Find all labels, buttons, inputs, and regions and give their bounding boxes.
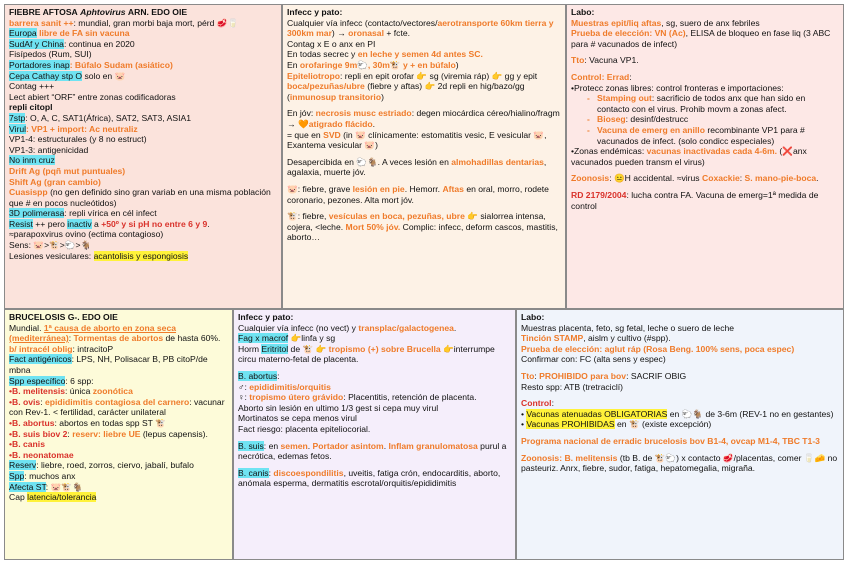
fmd-path-line: 🐷: fiebre, grave lesión en pie. Hemorr. Aftas en oral, morro, rodete coronario, pezones. Alta mort jóv. bbox=[287, 183, 549, 205]
fmd-path-title: Infecc y pato: bbox=[287, 7, 343, 17]
bru-line: Fact antigénicos: LPS, NH, Polisacar B, PB citoP/de mbna bbox=[9, 354, 208, 375]
fmd-line: VP1-4: estructurales (y 8 no estruct) bbox=[9, 134, 147, 145]
bru-lab-line: Tinción STAMP, aislm y cultivo (#spp). bbox=[521, 333, 671, 344]
fmd-line: Portadores inap: Búfalo Sudam (asiático) bbox=[9, 59, 173, 70]
bru-path-line: B. canis: discoespondilitis, uveitis, fatiga crón, endocarditis, aborto, anómala esperma, dermatitis escrotal/orquitis/epididimitis bbox=[238, 467, 501, 489]
fmd-line: Cepa Cathay stp O solo en 🐷 bbox=[9, 70, 126, 81]
bru-lab-line: • Vacunas PROHIBIDAS en 🐮 (existe excepción) bbox=[521, 419, 712, 430]
bru-line: •B. melitensis: única zoonótica bbox=[9, 386, 133, 397]
fmd-line: Lect abiert “ORF” entre zonas codificadoras bbox=[9, 91, 176, 102]
bru-line: •B. abortus: abortos en todas spp ST 🐮 bbox=[9, 417, 166, 428]
fmd-path-line: Epiteliotropo: repli en epit orofar 👉 sg (viremia ráp) 👉 gg y epit boca/pezuñas/ubre (fiebre y aftas) 👉 2d repli en hig/bazo/gg (inmunosup transitorio) bbox=[287, 70, 538, 102]
fmd-line: Europa libre de FA sin vacuna bbox=[9, 28, 130, 39]
bru-lab-line: Control: bbox=[521, 398, 554, 409]
bru-line: Reserv: liebre, roed, zorros, ciervo, jabalí, bufalo bbox=[9, 460, 194, 471]
fmd-lab-line: Zoonosis: 😐H accidental. ≈virus Coxackie: S. mano-pie-boca. bbox=[571, 173, 819, 184]
bru-line: Spp específico: 6 spp: bbox=[9, 375, 94, 386]
fmd-lab-cell bbox=[566, 4, 844, 309]
bru-lab-line: Programa nacional de erradic brucelosis bov B1-4, ovcap M1-4, TBC T1-3 bbox=[521, 435, 820, 446]
bru-line: •B. canis bbox=[9, 439, 45, 450]
bru-path-line: Aborto sin lesión en ultimo 1/3 gest si cepa muy virul bbox=[238, 402, 439, 413]
bru-path-line: Horm Eritritol de 🐮 👉 tropismo (+) sobre Brucella 👉interrumpe circu materno-fetal de placenta. bbox=[238, 343, 495, 365]
bru-line: Mundial. 1ª causa de aborto en zona seca (mediterránea): Tormentas de abortos de hasta 60%. bbox=[9, 322, 221, 344]
fmd-lab-line: •Protecc zonas libres: control fronteras e importaciones: bbox=[571, 82, 784, 93]
fmd-lab-line: Tto: Vacuna VP1. bbox=[571, 55, 639, 66]
control-item: - Stamping out: sacrificio de todos anx que han sido en contacto con el virus. Prohib movm a zonas afect. bbox=[597, 93, 839, 114]
fmd-pathogenesis-cell bbox=[282, 4, 566, 309]
bru-line: Cap latencia/tolerancia bbox=[9, 492, 97, 503]
fmd-path-line: Desapercibida en 🐑🐐. A veces lesión en almohadillas dentarias, agalaxia, muerte jóv. bbox=[287, 156, 547, 178]
fmd-line: VP1-3: antigenicidad bbox=[9, 144, 89, 155]
fmd-line: Shift Ag (gran cambio) bbox=[9, 176, 101, 187]
fmd-lab-line: Muestras epit/liq aftas, sg, suero de anx febriles bbox=[571, 17, 760, 28]
fmd-lab-line: •Zonas endémicas: vacunas inactivadas cada 4-6m. (❌anx vacunados pueden transm el virus) bbox=[571, 146, 807, 167]
bru-line: •B. neonatomae bbox=[9, 449, 74, 460]
bru-lab-line: • Vacunas atenuadas OBLIGATORIAS en 🐑🐐 de 3-6m (REV-1 no en gestantes) bbox=[521, 408, 834, 419]
bru-line: •B. ovis: epididimitis contagiosa del carnero: vacunar con Rev-1. < fertilidad, carácter unilateral bbox=[9, 396, 225, 418]
control-list bbox=[571, 93, 839, 146]
fmd-lab-line: Prueba de elección: VN (Ac), ELISA de bloqueo en fase liq (3 ABC para # vacunados de infect) bbox=[571, 28, 831, 49]
fmd-line: Contag +++ bbox=[9, 81, 55, 92]
fmd-line: Resist ++ pero inactiv a +50º y si pH no entre 6 y 9. bbox=[9, 218, 210, 229]
bru-path-line: ♂: epididimitis/orquitis bbox=[238, 381, 331, 392]
summary-grid bbox=[4, 4, 844, 560]
fmd-line: SudAf y China: continua en 2020 bbox=[9, 38, 135, 49]
fmd-line: No inm cruz bbox=[9, 155, 55, 166]
fmd-line: ≈parapoxvirus ovino (ectima contagioso) bbox=[9, 229, 164, 240]
bru-path-line: Cualquier vía infecc (no vect) y transplac/galactogenea. bbox=[238, 322, 457, 333]
brucellosis-general-cell bbox=[4, 309, 233, 560]
fmd-line: Cuasispp (no gen definido sino gran variab en una misma población que # en pocos nucleótidos) bbox=[9, 187, 271, 208]
fmd-path-line: = que en SVD (in 🐷 clínicamente: estomatitis vesic, E vesicular 🐷, Exantema vesicular 🐷) bbox=[287, 129, 547, 151]
bru-lab-line: Confirmar con: FC (alta sens y espec) bbox=[521, 354, 666, 365]
bru-path-line: B. suis: en semen. Portador asintom. Inflam granulomatosa purul a necrótica, edemas fetos. bbox=[238, 440, 507, 462]
fmd-line: Drift Ag (pqñ mut puntuales) bbox=[9, 165, 126, 176]
fmd-path-line: En orofaringe 9m🐑, 30m🐮 y + en búfalo) bbox=[287, 59, 459, 70]
bru-lab-line: Tto: PROHIBIDO para bov: SACRIF OBIG bbox=[521, 370, 687, 381]
bru-path-line: B. abortus: bbox=[238, 370, 280, 381]
bru-lab-line: Zoonosis: B. melitensis (tb B. de 🐮🐑) x contacto 🥩/placentas, comer 🥛🧀 no pasteuriz. Anrx, fiebre, sudor, fatiga, hepatomegalia, migraña. bbox=[521, 452, 838, 474]
fmd-lab-line: RD 2179/2004: lucha contra FA. Vacuna de emerg=1ª medida de control bbox=[571, 189, 819, 211]
bru-line: b/ intracél oblig: intracitoP bbox=[9, 343, 114, 354]
fmd-path-line: En todas secrec y en leche y semen 4d antes SC. bbox=[287, 49, 483, 60]
fmd-line: Sens: 🐷>🐮>🐑>🐐 bbox=[9, 240, 92, 251]
fmd-path-line: Contag x E o anx en PI bbox=[287, 38, 376, 49]
fmd-title: FIEBRE AFTOSA Aphtovirus ARN. EDO OIE bbox=[9, 7, 188, 17]
bru-path-line: ♀: tropismo útero grávido: Placentitis, retención de placenta. bbox=[238, 392, 477, 403]
fmd-path-line: En jóv: necrosis musc estriado: degen miocárdica céreo/hialino/fragm → 🧡atigrado flácido. bbox=[287, 108, 560, 129]
bru-lab-title: Labo: bbox=[521, 312, 545, 322]
brucellosis-lab-cell bbox=[516, 309, 844, 560]
bru-lab-line: Prueba de elección: aglut ráp (Rosa Beng. 100% sens, poca espec) bbox=[521, 343, 795, 354]
fmd-lab-line: Control: Errad: bbox=[571, 71, 632, 82]
bru-line: Spp: muchos anx bbox=[9, 470, 76, 481]
fmd-line: Fisípedos (Rum, SUI) bbox=[9, 49, 92, 60]
fmd-line: Lesiones vesiculares: acantolisis y espongiosis bbox=[9, 250, 189, 261]
bru-title: BRUCELOSIS G-. EDO OIE bbox=[9, 312, 118, 322]
bru-line: Afecta ST: 🐷🐮🐐 bbox=[9, 481, 83, 492]
fmd-path-line: Cualquier vía infecc (contacto/vectores/aerotransporte 60km tierra y 300km mar) → oronasal + fcte. bbox=[287, 17, 554, 39]
fmd-general-cell bbox=[4, 4, 282, 309]
fmd-line: repli citopl bbox=[9, 102, 53, 113]
bru-lab-line: Resto spp: ATB (tretraciclí) bbox=[521, 381, 624, 392]
fmd-lab-title: Labo: bbox=[571, 7, 595, 17]
bru-line: •B. suis biov 2: reserv: liebre UE (lepus capensis). bbox=[9, 428, 208, 439]
fmd-line: 7stp: O, A, C, SAT1(África), SAT2, SAT3, ASIA1 bbox=[9, 112, 191, 123]
control-item: - Vacuna de emerg en anillo recombinante VP1 para # vacunados de infect. (solo condicc especiales) bbox=[597, 125, 839, 146]
bru-path-title: Infecc y pato: bbox=[238, 312, 294, 322]
bru-path-line: Mortinatos se cepa menos virul bbox=[238, 413, 357, 424]
brucellosis-pathogenesis-cell bbox=[233, 309, 516, 560]
control-item: - Bioseg: desinf/destrucc bbox=[597, 114, 839, 125]
fmd-path-line: 🐮: fiebre, vesículas en boca, pezuñas, ubre 👉 sialorrea intensa, cojera, <leche. Mort 50% jóv. Complic: infecc, deform cascos, mastitis, aborto… bbox=[287, 211, 558, 243]
bru-lab-line: Muestras placenta, feto, sg fetal, leche o suero de leche bbox=[521, 322, 735, 333]
fmd-line: barrera sanit ++: mundial, gran morbi baja mort, pérd 🥩🥛 bbox=[9, 17, 239, 28]
fmd-line: 3D polimerasa: repli vírica en cél infect bbox=[9, 208, 157, 219]
bru-path-line: Fag x macrof 👉linfa y sg bbox=[238, 333, 336, 344]
fmd-line: Virul: VP1 + import: Ac neutraliz bbox=[9, 123, 138, 134]
bru-path-line: Fact riesgo: placenta epiteliocorial. bbox=[238, 423, 371, 434]
